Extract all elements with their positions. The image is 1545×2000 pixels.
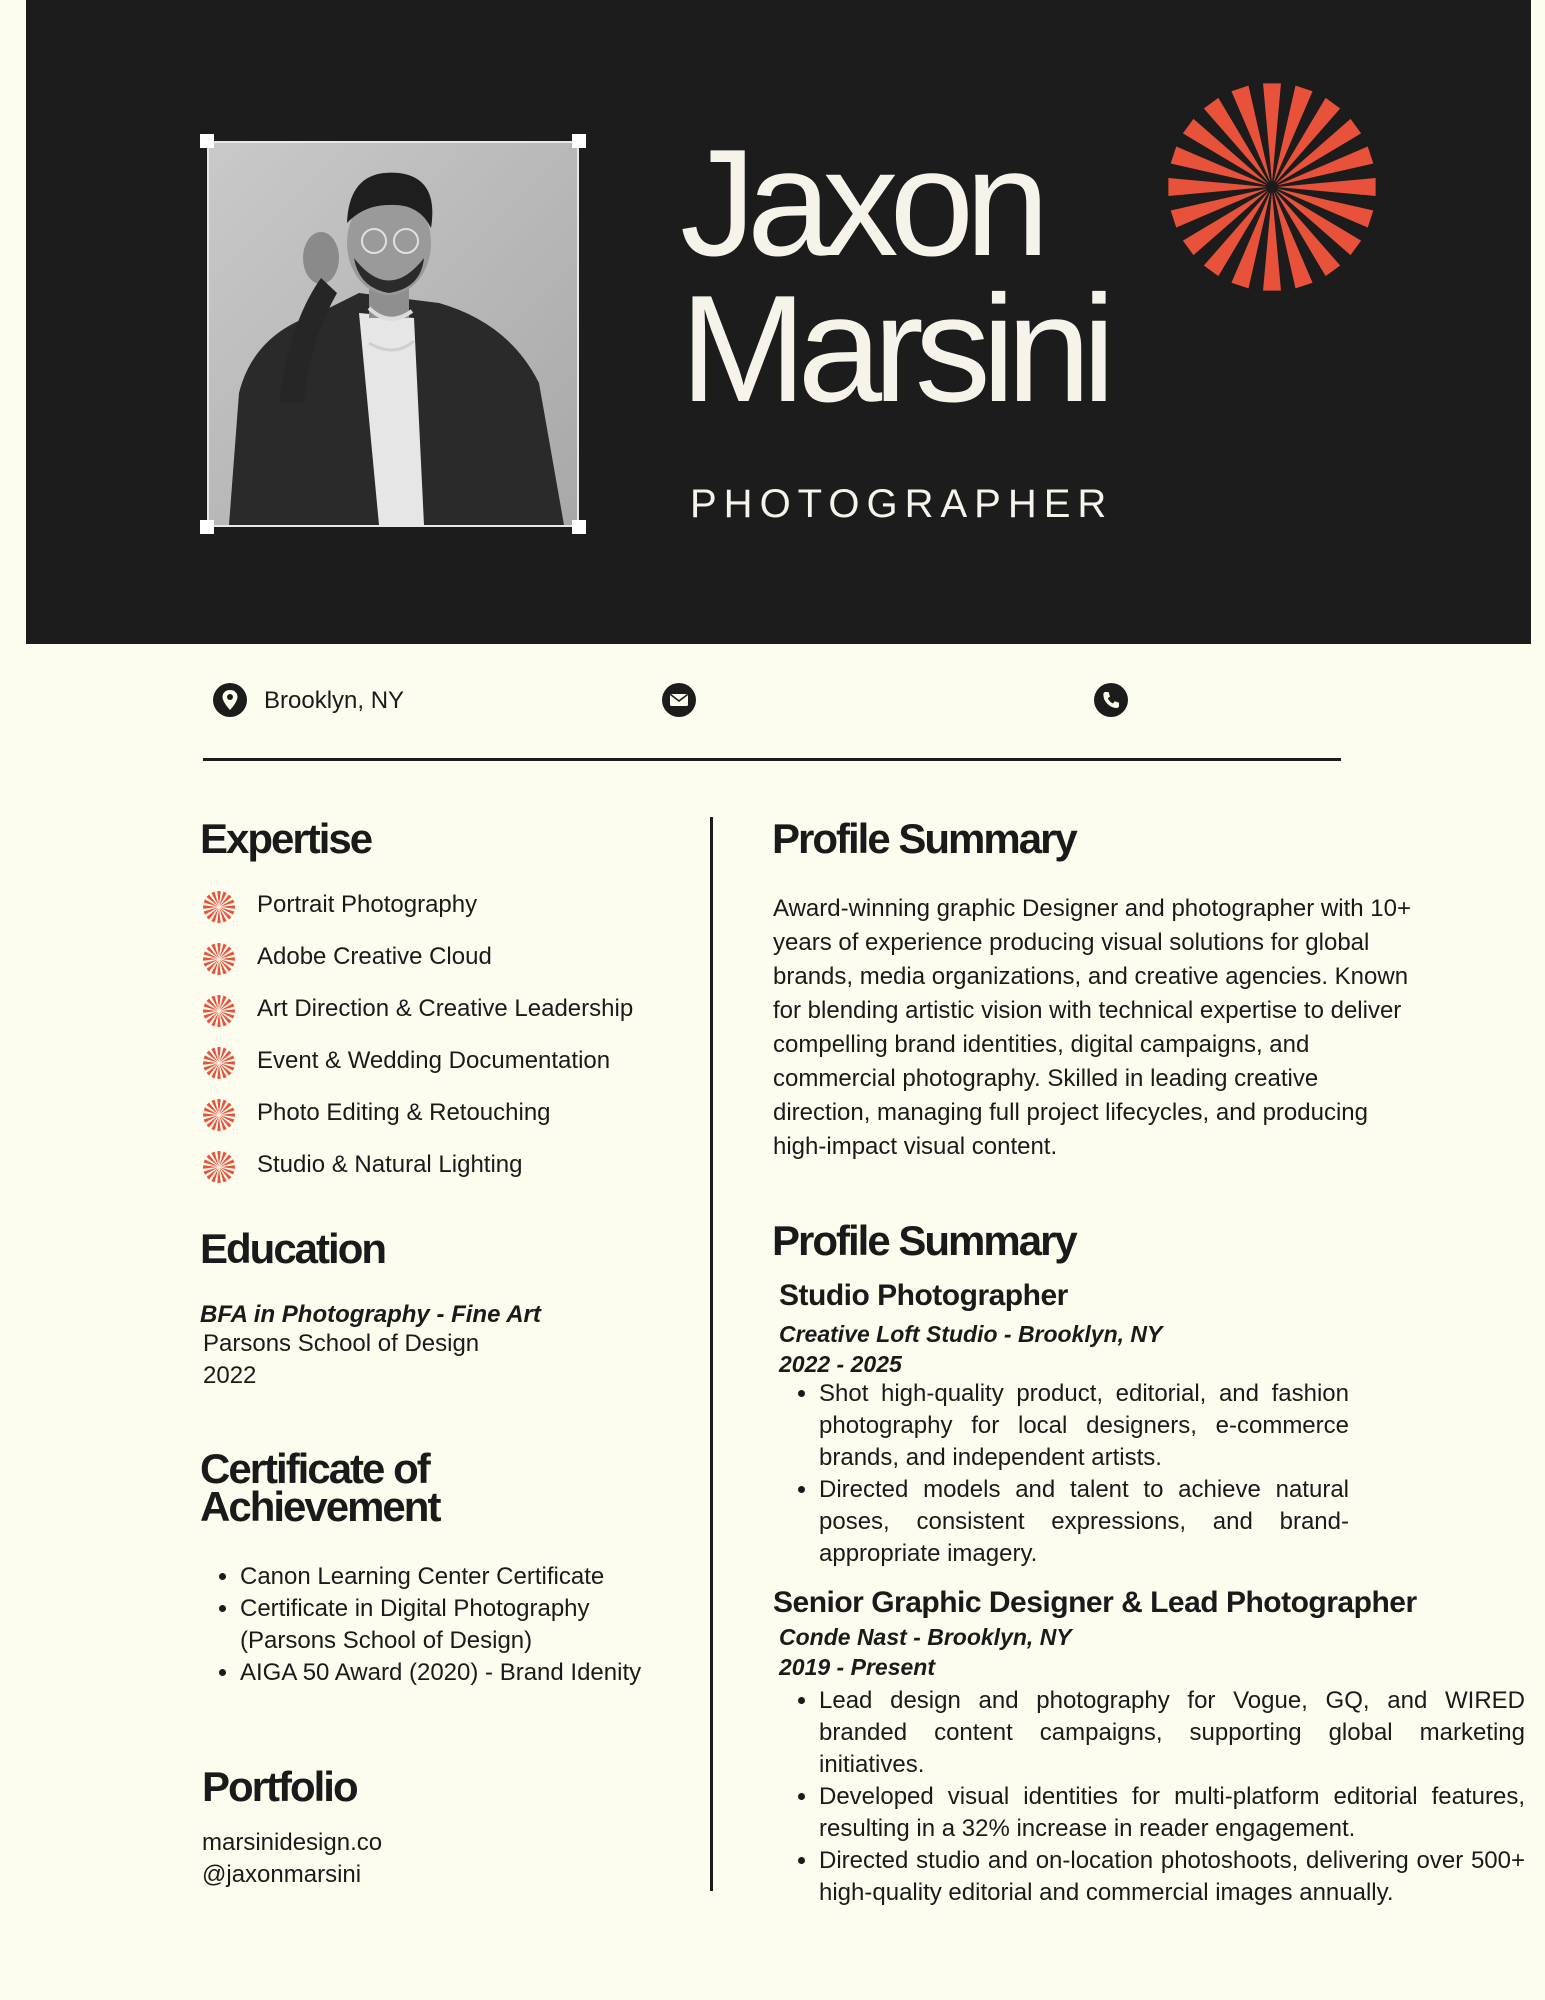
sunburst-bullet-icon	[202, 1098, 236, 1132]
job-dates: 2022 - 2025	[779, 1351, 902, 1377]
certificate-item: • Certificate in Digital Photography (Parsons School of Design)	[240, 1593, 672, 1657]
expertise-item: Adobe Creative Cloud	[202, 940, 633, 992]
expertise-item: Photo Editing & Retouching	[202, 1096, 633, 1148]
education-year: 2022	[203, 1362, 257, 1389]
certificate-item: • Canon Learning Center Certificate	[240, 1561, 672, 1593]
crop-handle-top-left	[200, 134, 214, 148]
crop-handle-top-right	[572, 134, 586, 148]
profile-photo	[207, 141, 579, 527]
job-bullet: • Developed visual identities for multi-platform editorial features, resulting in a 32% increase in reader engagement.	[819, 1781, 1525, 1845]
profile-text: Award-winning graphic Designer and photographer with 10+ years of experience producing visual solutions for global brands, media organizations, and creative agencies. Known for blending artistic vision with technical expertise to deliver compelling brand identities, digital campaigns, and commercial photography. Skilled in leading creative direction, managing full project lifecycles, and producing high-impact visual content.	[773, 895, 1411, 1160]
job-entry	[773, 1585, 1525, 1909]
person-name	[680, 118, 1107, 434]
portfolio-handle[interactable]: @jaxonmarsini	[202, 1861, 362, 1888]
crop-handle-bottom-right	[572, 520, 586, 534]
crop-handle-bottom-left	[200, 520, 214, 534]
first-name: Jaxon	[680, 118, 1041, 288]
expertise-item: Portrait Photography	[202, 888, 633, 940]
portfolio-heading: Portfolio	[202, 1763, 357, 1810]
job-role: Studio Photographer	[779, 1279, 1068, 1312]
sunburst-bullet-icon	[202, 994, 236, 1028]
job-bullet: • Directed studio and on-location photoshoots, delivering over 500+ high-quality editorial and commercial images annually.	[819, 1845, 1525, 1909]
sunburst-bullet-icon	[202, 942, 236, 976]
column-divider	[710, 817, 713, 1891]
certificates-heading	[200, 1445, 440, 1530]
job-bullet: • Shot high-quality product, editorial, and fashion photography for local designers, e-commerce brands, and independent artists.	[819, 1378, 1349, 1474]
sunburst-bullet-icon	[202, 1046, 236, 1080]
last-name: Marsini	[680, 264, 1107, 434]
certificates-heading-line1: Certificate of	[200, 1445, 429, 1492]
job-title: PHOTOGRAPHER	[690, 482, 1114, 526]
certificates-heading-line2: Achievement	[200, 1483, 440, 1530]
education-degree: BFA in Photography - Fine Art	[200, 1301, 541, 1328]
job-company: Conde Nast - Brooklyn, NY	[779, 1624, 1072, 1650]
email-icon	[662, 683, 696, 717]
section-divider	[203, 758, 1341, 761]
sunburst-bullet-icon	[202, 890, 236, 924]
expertise-item: Art Direction & Creative Leadership	[202, 992, 633, 1044]
job-dates: 2019 - Present	[779, 1654, 935, 1680]
education-school: Parsons School of Design	[203, 1330, 480, 1357]
expertise-item: Studio & Natural Lighting	[202, 1148, 633, 1200]
certificate-item: • AIGA 50 Award (2020) - Brand Idenity	[240, 1657, 672, 1689]
expertise-list	[202, 888, 633, 1200]
contact-row	[0, 683, 1545, 723]
portfolio-block	[202, 1827, 382, 1891]
job-bullets	[773, 1685, 1525, 1909]
job-company: Creative Loft Studio - Brooklyn, NY	[779, 1321, 1163, 1347]
certificates-block	[202, 1561, 672, 1689]
job-entry	[779, 1278, 1349, 1570]
profile-photo-frame	[207, 141, 579, 527]
certificates-list	[202, 1561, 672, 1689]
job-bullets	[779, 1378, 1349, 1570]
sunburst-logo-icon	[1165, 80, 1379, 294]
experience-heading: Profile Summary	[772, 1217, 1076, 1264]
expertise-item: Event & Wedding Documentation	[202, 1044, 633, 1096]
location-text: Brooklyn, NY	[264, 687, 405, 714]
portfolio-website[interactable]: marsinidesign.co	[202, 1829, 383, 1856]
job-bullet: • Lead design and photography for Vogue, GQ, and WIRED branded content campaigns, supporting global marketing initiatives.	[819, 1685, 1525, 1781]
expertise-heading: Expertise	[200, 815, 372, 862]
education-heading: Education	[200, 1225, 386, 1272]
location-pin-icon	[213, 683, 247, 717]
sunburst-bullet-icon	[202, 1150, 236, 1184]
education-block	[200, 1302, 541, 1392]
job-bullet: • Directed models and talent to achieve natural poses, consistent expressions, and brand-appropriate imagery.	[819, 1474, 1349, 1570]
phone-icon	[1094, 683, 1128, 717]
job-role: Senior Graphic Designer & Lead Photographer	[773, 1586, 1417, 1619]
profile-heading: Profile Summary	[772, 815, 1076, 862]
